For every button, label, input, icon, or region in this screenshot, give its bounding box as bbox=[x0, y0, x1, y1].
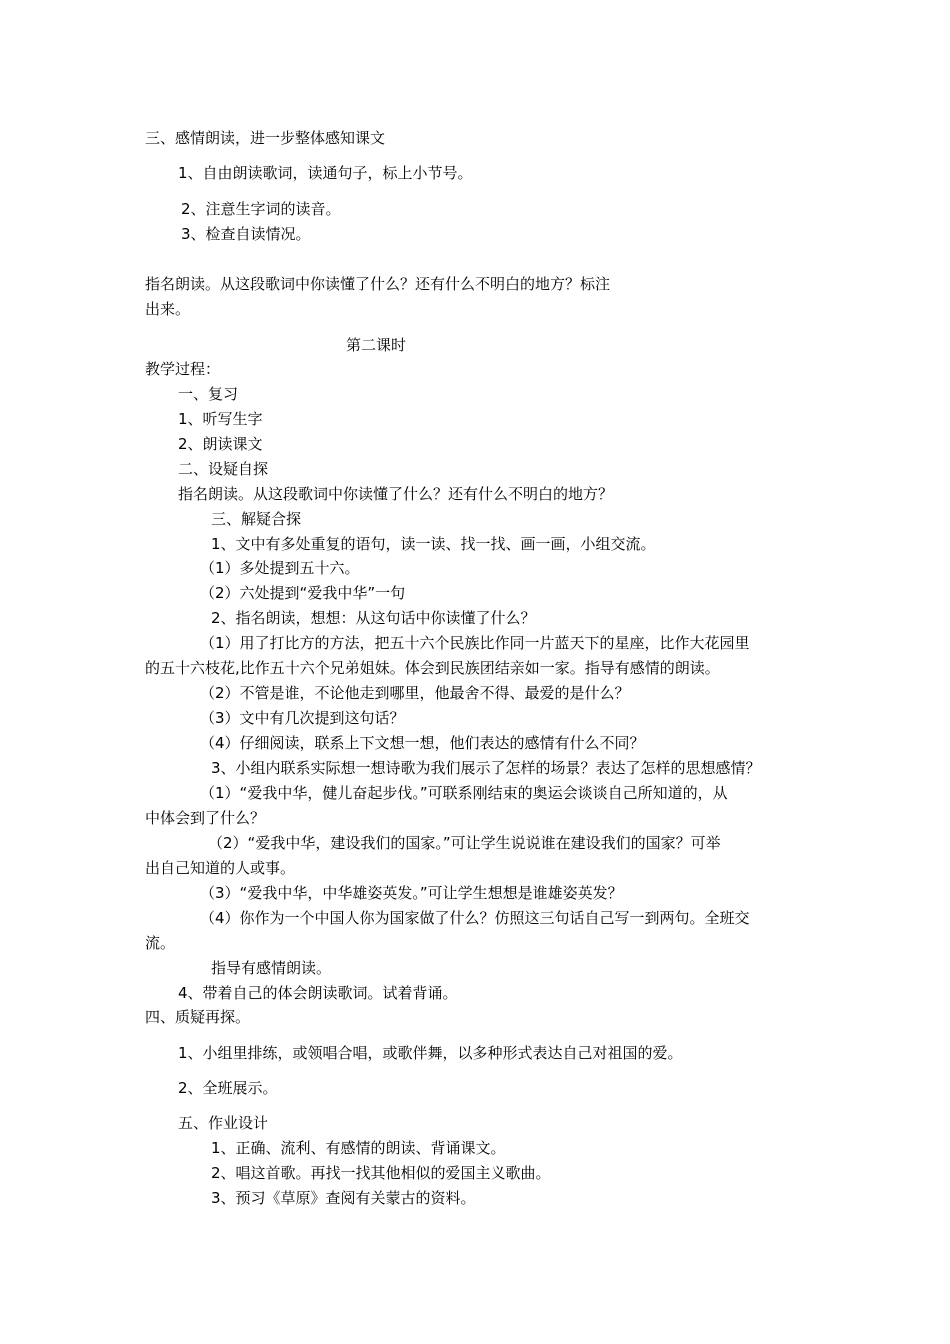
section-heading-3: 三、感情朗读，进一步整体感知课文 bbox=[145, 129, 386, 147]
list-item: 2、指名朗读，想想：从这句话中你读懂了什么？ bbox=[211, 609, 536, 627]
sub-item: （4）你作为一个中国人你为国家做了什么？仿照这三句话自己写一到两句。全班交 bbox=[200, 909, 750, 927]
sub-item-continued: 流。 bbox=[145, 934, 176, 952]
section-heading-3: 三、解疑合探 bbox=[211, 510, 302, 528]
list-item: 1、听写生字 bbox=[178, 410, 263, 428]
step-2: 2、注意生字词的读音。 bbox=[181, 200, 341, 218]
step-1: 1、自由朗读歌词，读通句子，标上小节号。 bbox=[178, 164, 473, 182]
list-item: 3、小组内联系实际想一想诗歌为我们展示了怎样的场景？表达了怎样的思想感情？ bbox=[211, 759, 761, 777]
sub-item: （1）“爱我中华，健儿奋起步伐。”可联系刚结束的奥运会谈谈自己所知道的，从 bbox=[200, 784, 728, 802]
list-item: 2、全班展示。 bbox=[178, 1079, 278, 1097]
sub-item-continued: 中体会到了什么？ bbox=[145, 809, 266, 827]
sub-item: （4）仔细阅读，联系上下文想一想，他们表达的感情有什么不同？ bbox=[200, 734, 645, 752]
section-heading-4: 四、质疑再探。 bbox=[145, 1008, 251, 1026]
lesson-title: 第二课时 bbox=[346, 336, 407, 354]
sub-item: （2）“爱我中华，建设我们的国家。”可让学生说说谁在建设我们的国家？可举 bbox=[208, 834, 721, 852]
sub-item-continued: 的五十六枝花,比作五十六个兄弟姐妹。体会到民族团结亲如一家。指导有感情的朗读。 bbox=[145, 659, 720, 677]
sub-item: （2）不管是谁，不论他走到哪里，他最舍不得、最爱的是什么？ bbox=[200, 684, 630, 702]
list-item: 1、小组里排练，或领唱合唱，或歌伴舞，以多种形式表达自己对祖国的爱。 bbox=[178, 1044, 683, 1062]
step-3: 3、检查自读情况。 bbox=[181, 225, 311, 243]
homework-item: 2、唱这首歌。再找一找其他相似的爱国主义歌曲。 bbox=[211, 1164, 551, 1182]
homework-item: 3、预习《草原》查阅有关蒙古的资料。 bbox=[211, 1189, 476, 1207]
paragraph: 指名朗读。从这段歌词中你读懂了什么？还有什么不明白的地方？标注 bbox=[145, 275, 611, 293]
sub-item: （3）“爱我中华，中华雄姿英发。”可让学生想想是谁雄姿英发？ bbox=[200, 884, 623, 902]
homework-item: 1、正确、流利、有感情的朗读、背诵课文。 bbox=[211, 1139, 506, 1157]
paragraph-continued: 出来。 bbox=[145, 300, 191, 318]
sub-item: （1）用了打比方的方法，把五十六个民族比作同一片蓝天下的星座，比作大花园里 bbox=[200, 634, 750, 652]
sub-item-continued: 出自己知道的人或事。 bbox=[145, 859, 296, 877]
section-heading-2: 二、设疑自探 bbox=[178, 460, 269, 478]
section-heading-5: 五、作业设计 bbox=[178, 1114, 269, 1132]
section-heading-1: 一、复习 bbox=[178, 385, 239, 403]
paragraph: 指导有感情朗读。 bbox=[211, 959, 332, 977]
list-item: 2、朗读课文 bbox=[178, 435, 263, 453]
sub-item: （1）多处提到五十六。 bbox=[200, 559, 360, 577]
paragraph: 指名朗读。从这段歌词中你读懂了什么？还有什么不明白的地方？ bbox=[178, 485, 614, 503]
list-item: 1、文中有多处重复的语句，读一读、找一找、画一画，小组交流。 bbox=[211, 535, 656, 553]
list-item: 4、带着自己的体会朗读歌词。试着背诵。 bbox=[178, 984, 458, 1002]
sub-item: （2）六处提到“爱我中华”一句 bbox=[200, 584, 406, 602]
sub-item: （3）文中有几次提到这句话？ bbox=[200, 709, 405, 727]
process-heading: 教学过程： bbox=[145, 360, 221, 378]
